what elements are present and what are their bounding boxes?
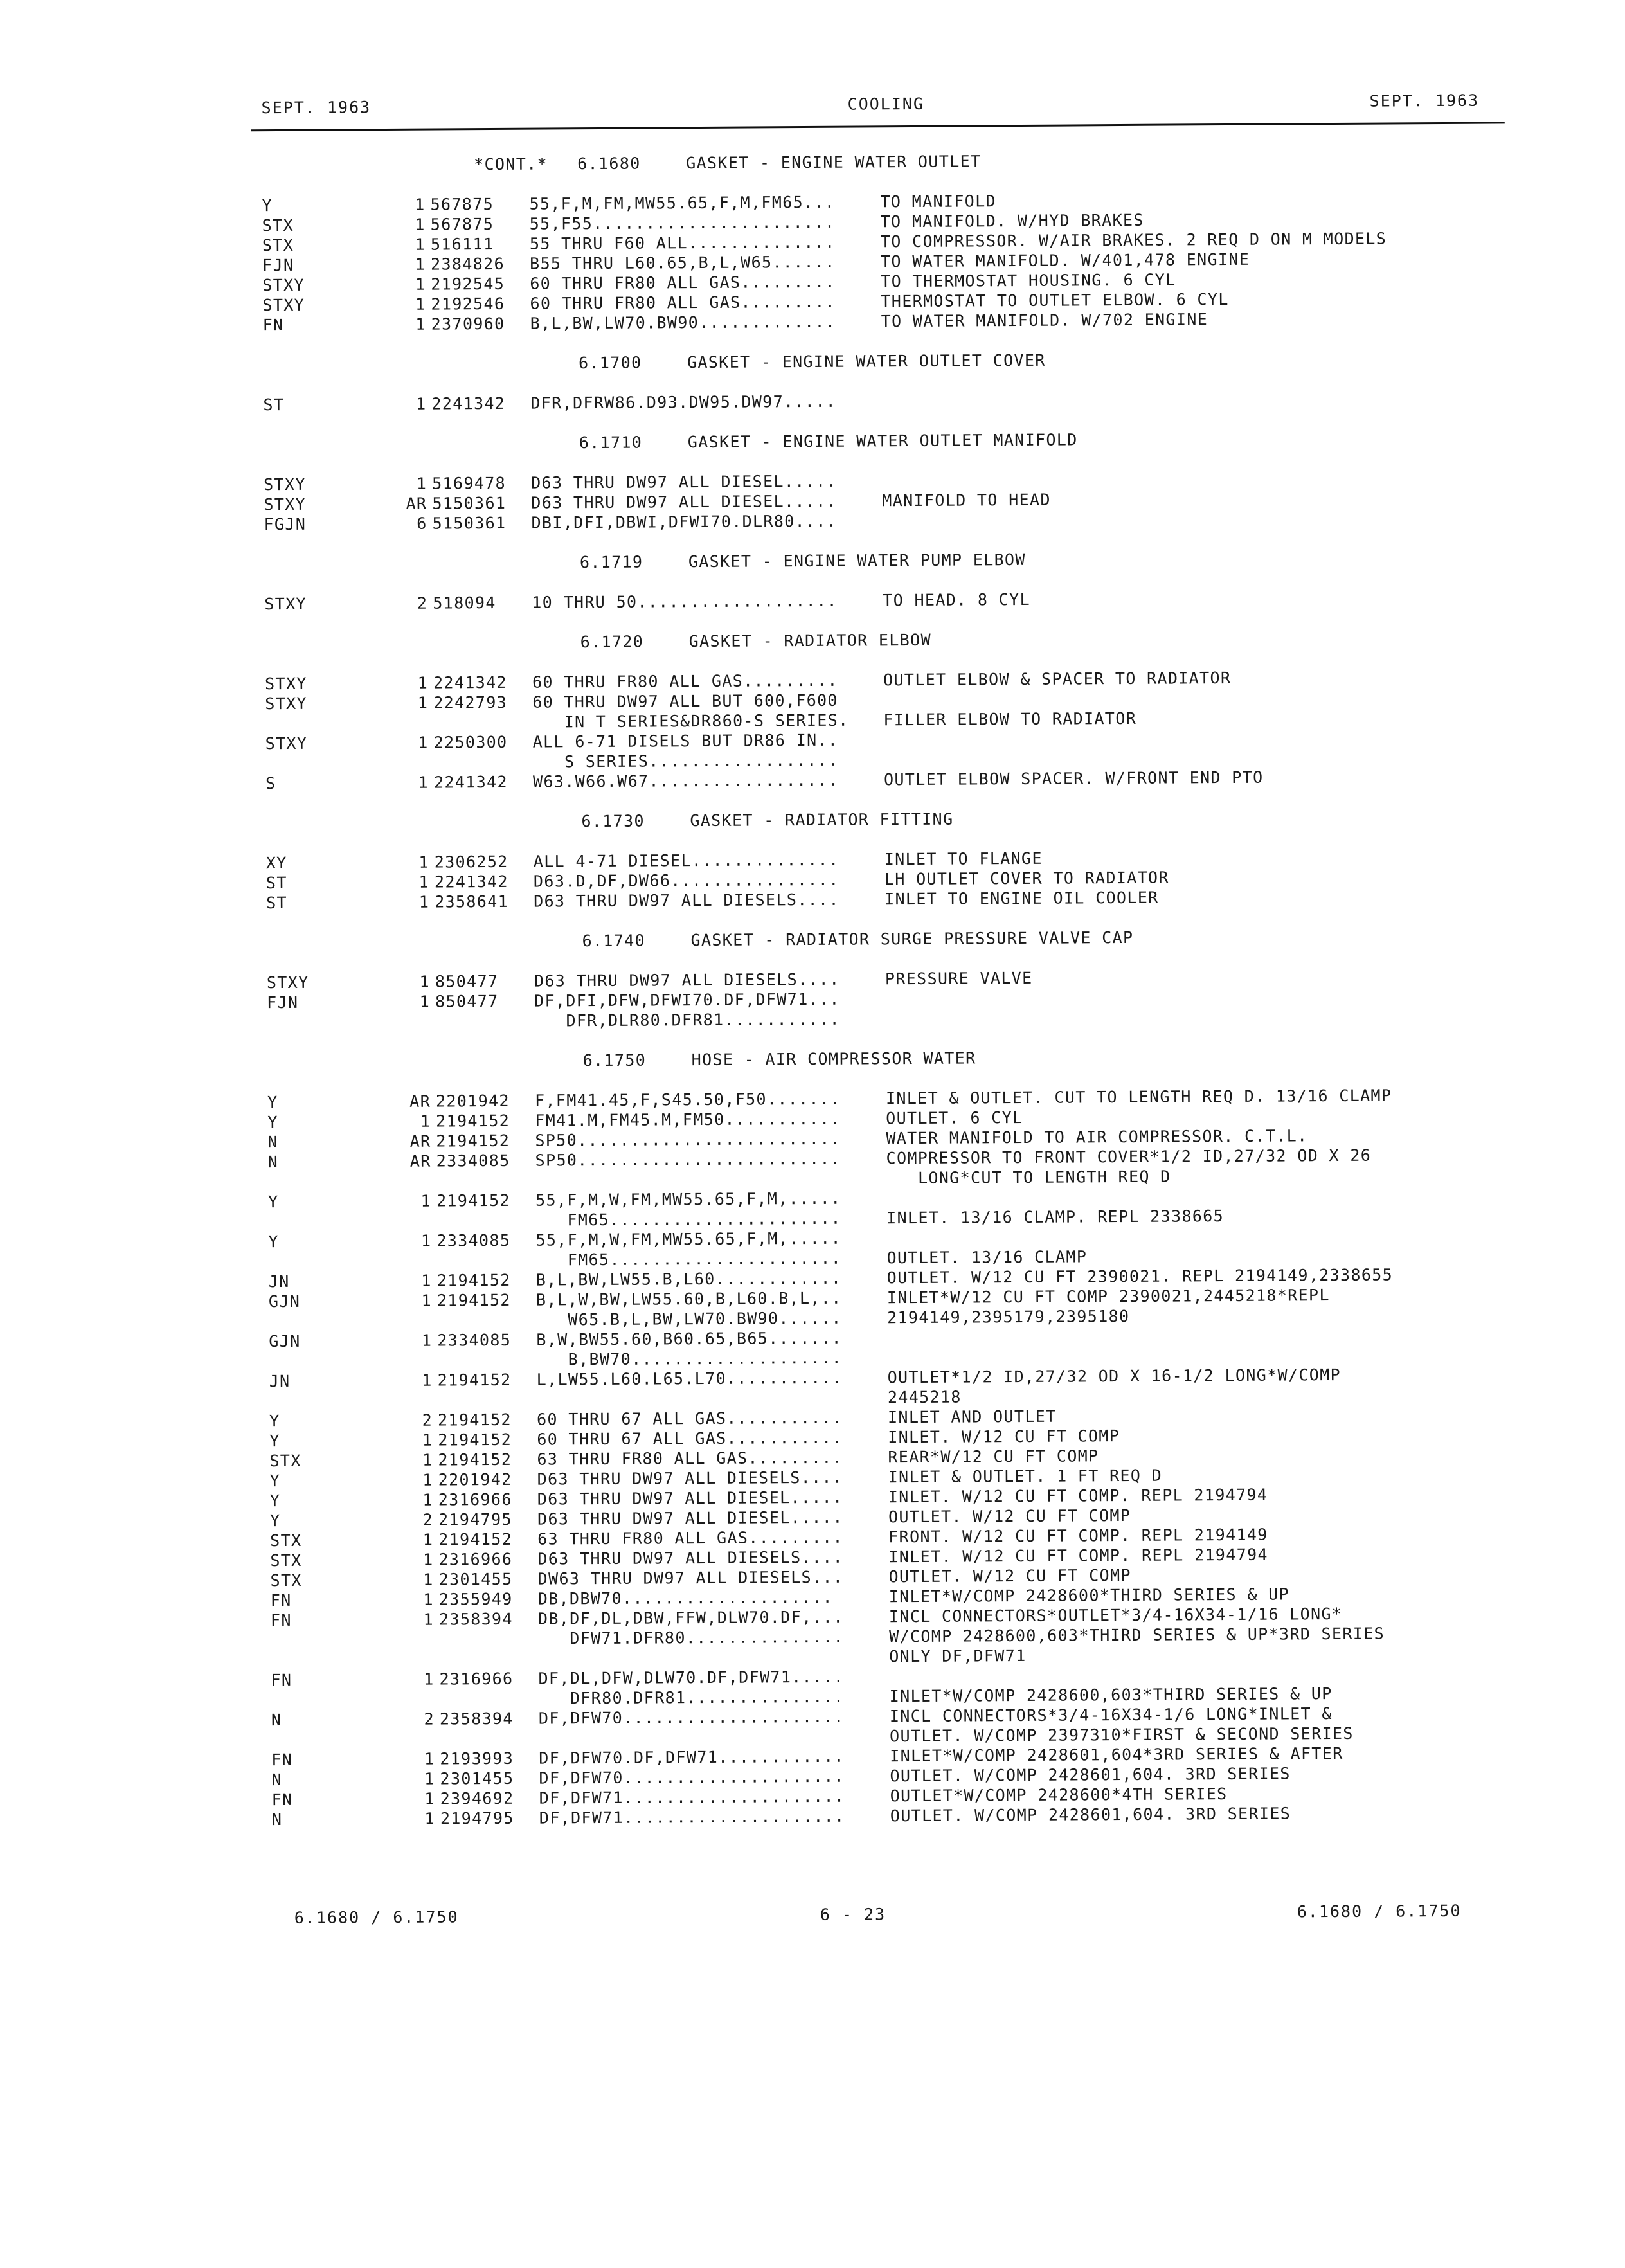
application: DW63 THRU DW97 ALL DIESELS... xyxy=(538,1568,844,1589)
remarks: INLET*W/12 CU FT COMP 2390021,2445218*REPL xyxy=(887,1286,1330,1307)
model-code: STX xyxy=(262,236,294,255)
model-code: FN xyxy=(272,1790,293,1809)
remarks: OUTLET ELBOW SPACER. W/FRONT END PTO xyxy=(884,768,1264,789)
remarks: OUTLET. W/COMP 2397310*FIRST & SECOND SERIES xyxy=(890,1724,1354,1745)
part-number: 2334085 xyxy=(436,1151,510,1171)
quantity: 1 xyxy=(384,235,426,254)
application: DFR80.DFR81............... xyxy=(539,1688,845,1708)
part-number: 2316966 xyxy=(439,1670,513,1689)
quantity: 1 xyxy=(384,255,426,274)
part-number: 2201942 xyxy=(436,1092,510,1111)
model-code: STXY xyxy=(262,276,305,294)
remarks: OUTLET. W/COMP 2428601,604. 3RD SERIES xyxy=(890,1764,1290,1785)
application: DF,DFW70..................... xyxy=(539,1707,845,1728)
quantity: 1 xyxy=(391,1371,433,1390)
quantity: 1 xyxy=(392,1491,433,1509)
quantity: 1 xyxy=(385,315,426,334)
model-code: Y xyxy=(270,1511,281,1530)
application: ALL 4-71 DIESEL.............. xyxy=(534,851,839,871)
quantity: 1 xyxy=(393,1590,434,1609)
remarks: INLET & OUTLET. CUT TO LENGTH REQ D. 13/16 CLAMP xyxy=(886,1086,1392,1108)
section-title: GASKET - ENGINE WATER OUTLET MANIFOLD xyxy=(688,430,1078,451)
model-code: Y xyxy=(267,1113,278,1131)
quantity: 1 xyxy=(384,275,426,294)
remarks: INLET. W/12 CU FT COMP. REPL 2194794 xyxy=(888,1486,1268,1507)
remarks: FRONT. W/12 CU FT COMP. REPL 2194149 xyxy=(888,1526,1268,1547)
part-number: 2358394 xyxy=(439,1610,513,1629)
part-number: 2242793 xyxy=(433,693,507,712)
model-code: Y xyxy=(269,1432,280,1450)
header-title: COOLING xyxy=(848,94,925,114)
quantity: 1 xyxy=(387,674,428,692)
model-code: STX xyxy=(270,1551,301,1570)
model-code: STXY xyxy=(262,296,305,314)
quantity: AR xyxy=(390,1092,431,1111)
model-code: STXY xyxy=(264,495,306,514)
remarks: INLET TO ENGINE OIL COOLER xyxy=(884,888,1159,909)
model-code: JN xyxy=(269,1272,290,1291)
application: DBI,DFI,DBWI,DFWI70.DLR80.... xyxy=(531,512,837,532)
application: 60 THRU FR80 ALL GAS......... xyxy=(530,273,836,293)
application: B,W,BW55.60,B60.65,B65....... xyxy=(536,1329,842,1349)
application: 55 THRU F60 ALL.............. xyxy=(530,233,836,253)
model-code: Y xyxy=(270,1491,281,1510)
model-code: STX xyxy=(269,1452,301,1470)
quantity: 1 xyxy=(394,1790,435,1808)
part-number: 2358394 xyxy=(440,1709,514,1729)
quantity: 1 xyxy=(390,1192,431,1210)
application: W63.W66.W67.................. xyxy=(533,771,839,791)
application: DFR,DLR80.DFR81........... xyxy=(534,1010,840,1030)
part-number: 5169478 xyxy=(432,474,506,493)
part-number: 2193993 xyxy=(440,1749,514,1769)
quantity: 2 xyxy=(393,1710,435,1729)
quantity: 1 xyxy=(384,195,425,214)
part-number: 2201942 xyxy=(438,1470,512,1490)
quantity: 1 xyxy=(387,694,428,712)
model-code: STX xyxy=(271,1571,302,1590)
part-number: 5150361 xyxy=(432,514,506,533)
model-code: XY xyxy=(266,854,287,872)
quantity: 1 xyxy=(393,1750,435,1769)
quantity: AR xyxy=(386,494,427,513)
remarks: INLET & OUTLET. 1 FT REQ D xyxy=(888,1466,1163,1487)
model-code: FJN xyxy=(262,256,294,274)
part-number: 2316966 xyxy=(438,1550,512,1569)
application: FM65...................... xyxy=(535,1209,841,1230)
model-code: ST xyxy=(266,874,287,892)
section-title: GASKET - RADIATOR ELBOW xyxy=(689,631,931,651)
section-number: 6.1750 xyxy=(583,1051,647,1070)
application: DB,DBW70.................... xyxy=(538,1588,833,1608)
quantity: 1 xyxy=(384,215,426,234)
application: D63 THRU DW97 ALL DIESELS.... xyxy=(537,1468,843,1489)
remarks: INLET. 13/16 CLAMP. REPL 2338665 xyxy=(886,1207,1224,1227)
remarks: W/COMP 2428600,603*THIRD SERIES & UP*3RD SERIES xyxy=(889,1625,1385,1646)
quantity: 1 xyxy=(388,873,429,892)
application: DF,DFW70.DF,DFW71............ xyxy=(539,1747,845,1768)
application: B,L,BW,LW70.BW90............. xyxy=(530,312,836,333)
part-number: 5150361 xyxy=(432,494,506,513)
application: 60 THRU 67 ALL GAS........... xyxy=(537,1428,843,1449)
quantity: 1 xyxy=(389,973,430,991)
part-number: 2241342 xyxy=(433,673,507,692)
remarks: OUTLET. 13/16 CLAMP xyxy=(886,1247,1087,1267)
remarks: OUTLET. W/12 CU FT COMP xyxy=(889,1566,1131,1586)
section-title: GASKET - RADIATOR SURGE PRESSURE VALVE CAP xyxy=(690,928,1133,950)
application: B,L,BW,LW55.B,L60............ xyxy=(536,1269,842,1290)
quantity: 2 xyxy=(386,594,427,613)
part-number: 2194152 xyxy=(437,1291,511,1310)
model-code: N xyxy=(271,1711,282,1729)
application: DF,DFW71..................... xyxy=(539,1787,845,1808)
model-code: FJN xyxy=(267,993,298,1012)
part-number: 2194152 xyxy=(436,1131,510,1151)
application: ALL 6-71 DISELS BUT DR86 IN.. xyxy=(533,731,839,752)
quantity: 1 xyxy=(389,993,430,1011)
remarks: TO WATER MANIFOLD. W/702 ENGINE xyxy=(881,310,1208,330)
remarks: THERMOSTAT TO OUTLET ELBOW. 6 CYL xyxy=(881,290,1228,310)
remarks: OUTLET. 6 CYL xyxy=(886,1108,1023,1128)
section-title: GASKET - ENGINE WATER OUTLET COVER xyxy=(687,351,1046,372)
quantity: 1 xyxy=(392,1471,433,1490)
remarks: WATER MANIFOLD TO AIR COMPRESSOR. C.T.L. xyxy=(886,1126,1307,1148)
part-number: 850477 xyxy=(435,972,499,991)
header-rule xyxy=(251,122,1505,131)
application: DB,DF,DL,DBW,FFW,DLW70.DF,... xyxy=(538,1608,844,1628)
section-number: 6.1730 xyxy=(581,812,645,831)
section-number: 6.1720 xyxy=(580,633,644,652)
model-code: Y xyxy=(268,1232,279,1251)
part-number: 2301455 xyxy=(440,1769,514,1788)
model-code: N xyxy=(267,1133,278,1151)
quantity: 2 xyxy=(392,1511,433,1529)
remarks: INLET*W/COMP 2428601,604*3RD SERIES & AFTER xyxy=(890,1744,1343,1765)
model-code: S xyxy=(265,774,276,793)
section-number: 6.1700 xyxy=(579,354,642,373)
quantity: 1 xyxy=(393,1670,434,1689)
part-number: 2194795 xyxy=(440,1809,514,1828)
application: B55 THRU L60.65,B,L,W65...... xyxy=(530,253,836,273)
application: D63 THRU DW97 ALL DIESELS.... xyxy=(537,1548,843,1569)
footer-range-right: 6.1680 / 6.1750 xyxy=(1297,1902,1462,1922)
part-number: 518094 xyxy=(433,593,496,613)
quantity: 1 xyxy=(393,1610,434,1629)
part-number: 2194152 xyxy=(437,1271,511,1290)
application: W65.B,L,BW,LW70.BW90...... xyxy=(536,1309,842,1329)
part-number: 2194152 xyxy=(438,1371,512,1390)
model-code: JN xyxy=(269,1372,291,1390)
quantity: AR xyxy=(390,1152,431,1171)
page-number: 6 - 23 xyxy=(820,1905,886,1924)
application: 63 THRU FR80 ALL GAS......... xyxy=(537,1448,843,1469)
model-code: FN xyxy=(271,1611,292,1630)
application: D63 THRU DW97 ALL DIESEL..... xyxy=(531,492,837,512)
quantity: 1 xyxy=(388,734,429,752)
quantity: 1 xyxy=(385,395,426,413)
quantity: AR xyxy=(390,1132,431,1151)
footer-range-left: 6.1680 / 6.1750 xyxy=(294,1907,459,1927)
remarks: MANIFOLD TO HEAD xyxy=(882,491,1051,510)
remarks: LONG*CUT TO LENGTH REQ D xyxy=(886,1167,1171,1188)
part-number: 2194152 xyxy=(438,1450,512,1470)
section-title: HOSE - AIR COMPRESSOR WATER xyxy=(692,1048,976,1069)
model-code: Y xyxy=(268,1192,279,1211)
section-number: 6.1740 xyxy=(582,932,645,951)
remarks: OUTLET. W/COMP 2428601,604. 3RD SERIES xyxy=(890,1804,1291,1825)
application: B,L,W,BW,LW55.60,B,L60.B,L,.. xyxy=(536,1289,842,1310)
remarks: TO MANIFOLD xyxy=(880,192,996,211)
model-code: STX xyxy=(262,216,294,235)
part-number: 850477 xyxy=(435,992,499,1011)
application: 63 THRU FR80 ALL GAS......... xyxy=(537,1528,843,1549)
part-number: 2316966 xyxy=(438,1490,512,1509)
remarks: INLET TO FLANGE xyxy=(884,849,1043,869)
section-number: 6.1719 xyxy=(580,553,643,572)
section-title: GASKET - ENGINE WATER PUMP ELBOW xyxy=(688,550,1026,571)
header-date-left: SEPT. 1963 xyxy=(262,98,372,117)
remarks: PRESSURE VALVE xyxy=(885,969,1033,988)
quantity: 1 xyxy=(388,893,429,912)
parts-list xyxy=(262,148,1558,1850)
remarks: INCL CONNECTORS*OUTLET*3/4-16X34-1/16 LONG* xyxy=(889,1605,1342,1626)
remarks: INLET. W/12 CU FT COMP. REPL 2194794 xyxy=(888,1545,1268,1567)
model-code: FGJN xyxy=(264,515,306,534)
quantity: 1 xyxy=(393,1770,435,1788)
part-number: 2306252 xyxy=(435,852,508,872)
model-code: GJN xyxy=(269,1332,300,1351)
part-number: 2194152 xyxy=(436,1112,510,1131)
remarks: TO COMPRESSOR. W/AIR BRAKES. 2 REQ D ON M MODELS xyxy=(881,229,1387,251)
section-cont-marker: *CONT.* xyxy=(474,154,548,174)
remarks: LH OUTLET COVER TO RADIATOR xyxy=(884,869,1169,889)
model-code: FN xyxy=(263,316,284,334)
quantity: 1 xyxy=(392,1551,433,1569)
remarks: INLET. W/12 CU FT COMP xyxy=(888,1426,1120,1446)
remarks: TO HEAD. 8 CYL xyxy=(883,590,1030,609)
model-code: FN xyxy=(271,1751,292,1769)
part-number: 2394692 xyxy=(440,1789,514,1808)
remarks: ONLY DF,DFW71 xyxy=(889,1646,1026,1666)
quantity: 1 xyxy=(390,1112,431,1131)
quantity: 1 xyxy=(392,1531,433,1549)
quantity: 1 xyxy=(384,295,426,314)
remarks: COMPRESSOR TO FRONT COVER*1/2 ID,27/32 OD X 26 xyxy=(886,1146,1372,1168)
quantity: 1 xyxy=(393,1571,434,1589)
quantity: 1 xyxy=(394,1810,435,1828)
application: DF,DFW70..................... xyxy=(539,1767,845,1788)
model-code: GJN xyxy=(269,1292,300,1311)
remarks: OUTLET*W/COMP 2428600*4TH SERIES xyxy=(890,1785,1228,1805)
application: D63 THRU DW97 ALL DIESELS.... xyxy=(534,890,839,911)
application: SP50......................... xyxy=(535,1130,841,1150)
part-number: 2241342 xyxy=(431,394,505,413)
remarks: TO MANIFOLD. W/HYD BRAKES xyxy=(881,211,1144,231)
remarks: OUTLET. W/12 CU FT COMP xyxy=(888,1506,1131,1526)
model-code: STXY xyxy=(264,595,307,613)
application: B,BW70.................... xyxy=(536,1349,842,1369)
application: D63 THRU DW97 ALL DIESEL..... xyxy=(537,1508,843,1529)
application: D63.D,DF,DW66................ xyxy=(534,870,839,891)
part-number: 2241342 xyxy=(434,773,508,792)
remarks: INCL CONNECTORS*3/4-16X34-1/6 LONG*INLET & xyxy=(890,1704,1333,1725)
model-code: STX xyxy=(270,1531,301,1550)
model-code: Y xyxy=(269,1412,280,1430)
model-code: STXY xyxy=(265,674,307,693)
application: 55,F,M,W,FM,MW55.65,F,M,..... xyxy=(535,1189,841,1210)
application: 55,F,M,FM,MW55.65,F,M,FM65... xyxy=(529,193,835,213)
application: 55,F,M,W,FM,MW55.65,F,M,..... xyxy=(535,1229,841,1250)
quantity: 1 xyxy=(391,1431,433,1450)
part-number: 2334085 xyxy=(436,1231,510,1250)
header-date-right: SEPT. 1963 xyxy=(1370,91,1480,111)
remarks: INLET*W/COMP 2428600*THIRD SERIES & UP xyxy=(889,1585,1289,1606)
application: 10 THRU 50................... xyxy=(532,591,838,612)
model-code: STXY xyxy=(265,694,307,713)
part-number: 2194795 xyxy=(438,1510,512,1529)
model-code: N xyxy=(268,1153,279,1171)
model-code: STXY xyxy=(267,973,309,992)
model-code: FN xyxy=(271,1591,292,1610)
model-code: STXY xyxy=(265,734,308,753)
quantity: 1 xyxy=(386,474,427,493)
quantity: 2 xyxy=(391,1411,433,1430)
part-number: 2250300 xyxy=(434,733,508,752)
quantity: 1 xyxy=(390,1232,431,1250)
application: DF,DFI,DFW,DFWI70.DF,DFW71... xyxy=(534,990,840,1011)
section-title: GASKET - ENGINE WATER OUTLET xyxy=(686,152,981,172)
application: 60 THRU DW97 ALL BUT 600,F600 xyxy=(532,691,838,712)
application: 60 THRU 67 ALL GAS........... xyxy=(537,1408,843,1429)
quantity: 1 xyxy=(391,1272,432,1290)
part-number: 567875 xyxy=(431,215,494,234)
application: DF,DFW71..................... xyxy=(539,1807,845,1828)
quantity: 6 xyxy=(386,514,427,533)
part-number: 2192545 xyxy=(431,274,505,294)
application: IN T SERIES&DR860-S SERIES. xyxy=(532,711,848,732)
model-code: ST xyxy=(266,894,287,912)
quantity: 1 xyxy=(391,1331,432,1350)
part-number: 2241342 xyxy=(435,872,508,892)
part-number: 516111 xyxy=(431,235,494,254)
remarks: FILLER ELBOW TO RADIATOR xyxy=(883,709,1136,729)
remarks: TO WATER MANIFOLD. W/401,478 ENGINE xyxy=(881,250,1250,271)
remarks: 2194149,2395179,2395180 xyxy=(887,1307,1129,1327)
application: D63 THRU DW97 ALL DIESELS.... xyxy=(534,970,840,991)
application: DFW71.DFR80............... xyxy=(538,1628,844,1648)
part-number: 2358641 xyxy=(435,892,508,912)
application: DFR,DFRW86.D93.DW95.DW97..... xyxy=(530,392,836,413)
remarks: 2445218 xyxy=(888,1388,962,1407)
remarks: OUTLET ELBOW & SPACER TO RADIATOR xyxy=(883,669,1231,689)
application: FM65...................... xyxy=(535,1249,841,1270)
quantity: 1 xyxy=(388,853,429,872)
application: SP50......................... xyxy=(535,1149,841,1170)
model-code: Y xyxy=(267,1093,278,1112)
part-number: 2355949 xyxy=(439,1590,513,1609)
section-number: 6.1680 xyxy=(577,154,641,174)
part-number: 567875 xyxy=(430,195,494,214)
remarks: OUTLET*1/2 ID,27/32 OD X 16-1/2 LONG*W/COMP xyxy=(888,1365,1341,1387)
part-number: 2194152 xyxy=(436,1191,510,1210)
quantity: 1 xyxy=(391,1292,432,1310)
remarks: OUTLET. W/12 CU FT 2390021. REPL 2194149,2338655 xyxy=(887,1265,1393,1287)
application: 60 THRU FR80 ALL GAS......... xyxy=(532,671,838,692)
application: L,LW55.L60.L65.L70........... xyxy=(537,1369,843,1389)
part-number: 2301455 xyxy=(439,1570,513,1589)
application: DF,DL,DFW,DLW70.DF,DFW71..... xyxy=(538,1668,844,1688)
section-title: GASKET - RADIATOR FITTING xyxy=(690,810,953,831)
model-code: Y xyxy=(270,1472,281,1490)
part-number: 2194152 xyxy=(438,1530,512,1549)
application: S SERIES.................. xyxy=(533,751,839,771)
quantity: 1 xyxy=(388,773,429,792)
application: D63 THRU DW97 ALL DIESEL..... xyxy=(537,1488,843,1509)
model-code: FN xyxy=(271,1671,292,1689)
remarks: TO THERMOSTAT HOUSING. 6 CYL xyxy=(881,270,1176,291)
part-number: 2194152 xyxy=(438,1410,512,1430)
model-code: STXY xyxy=(264,475,306,494)
application: 60 THRU FR80 ALL GAS......... xyxy=(530,292,836,313)
application: D63 THRU DW97 ALL DIESEL..... xyxy=(531,472,837,492)
section-number: 6.1710 xyxy=(579,433,643,453)
remarks: INLET AND OUTLET xyxy=(888,1407,1057,1427)
model-code: N xyxy=(271,1770,282,1789)
model-code: Y xyxy=(262,196,273,215)
application: 55,F55....................... xyxy=(530,213,836,233)
model-code: ST xyxy=(263,395,284,414)
part-number: 2370960 xyxy=(431,314,505,334)
application: F,FM41.45,F,S45.50,F50....... xyxy=(535,1090,841,1110)
part-number: 2334085 xyxy=(437,1331,511,1350)
quantity: 1 xyxy=(391,1451,433,1470)
remarks: REAR*W/12 CU FT COMP xyxy=(888,1446,1099,1466)
part-number: 2194152 xyxy=(438,1430,512,1450)
part-number: 2384826 xyxy=(431,255,505,274)
part-number: 2192546 xyxy=(431,294,505,314)
application: FM41.M,FM45.M,FM50........... xyxy=(535,1110,841,1130)
model-code: N xyxy=(272,1810,283,1829)
remarks: INLET*W/COMP 2428600,603*THIRD SERIES & UP xyxy=(890,1684,1333,1706)
